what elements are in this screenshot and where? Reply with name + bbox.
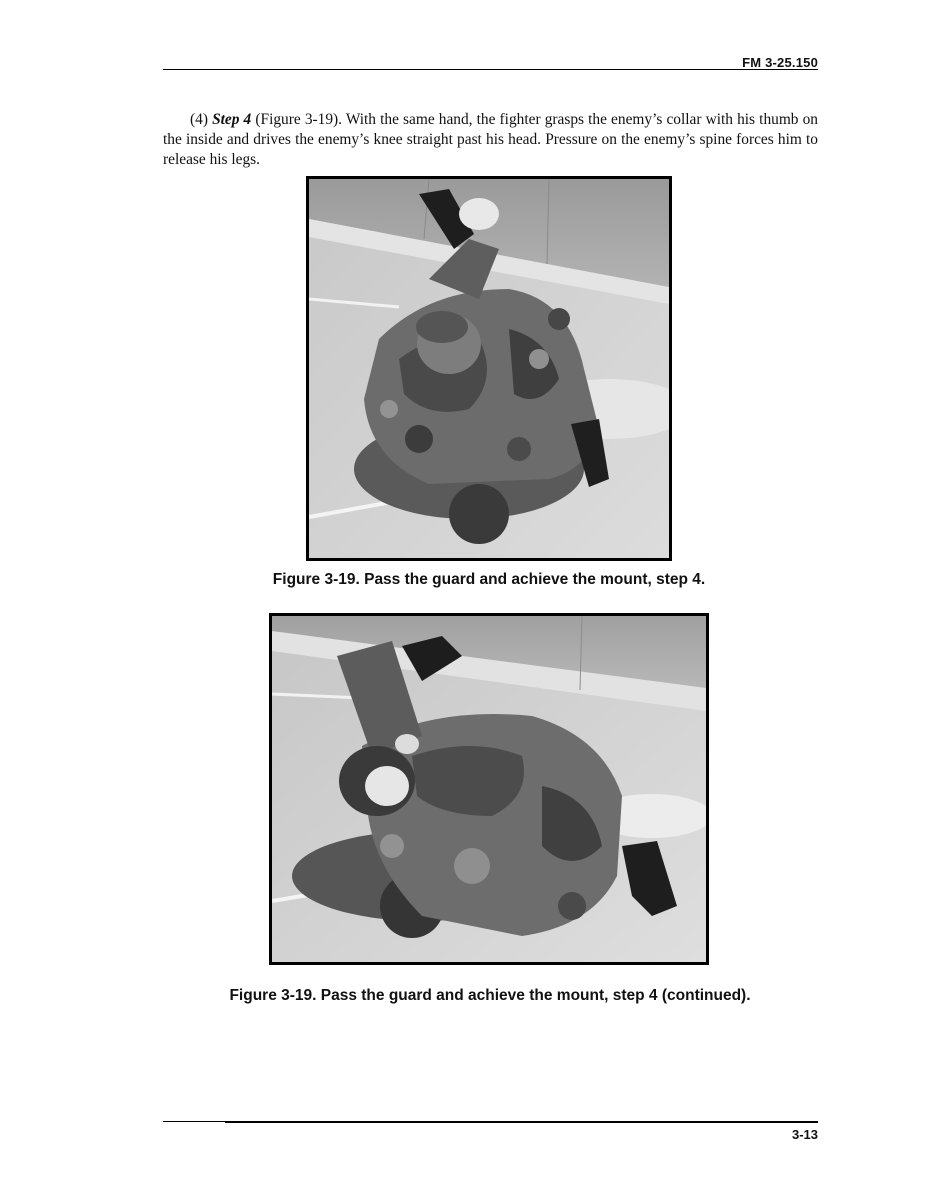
figure-photo-step-4-continued	[269, 613, 709, 965]
photo-illustration	[309, 179, 669, 558]
step-label: Step 4	[212, 111, 252, 128]
paragraph-body: (Figure 3-19). With the same hand, the fighter grasps the enemy’s collar with his thumb on the inside and drives the enemy’s knee straight past his head. Pressure on the enemy’s spine forces him to release his legs.	[163, 111, 819, 168]
figure-photo-step-4	[306, 176, 672, 561]
photo-illustration	[272, 616, 706, 962]
manual-id-header: FM 3-25.150	[742, 55, 818, 70]
footer-rule-accent	[225, 1121, 818, 1123]
paragraph-number: (4)	[190, 111, 208, 128]
figure-caption-2: Figure 3-19. Pass the guard and achieve the mount, step 4 (continued).	[229, 987, 751, 1004]
page-number: 3-13	[791, 1127, 818, 1142]
figure-caption-1: Figure 3-19. Pass the guard and achieve the mount, step 4.	[272, 571, 706, 588]
step-paragraph	[163, 110, 818, 170]
header-rule	[163, 69, 818, 70]
